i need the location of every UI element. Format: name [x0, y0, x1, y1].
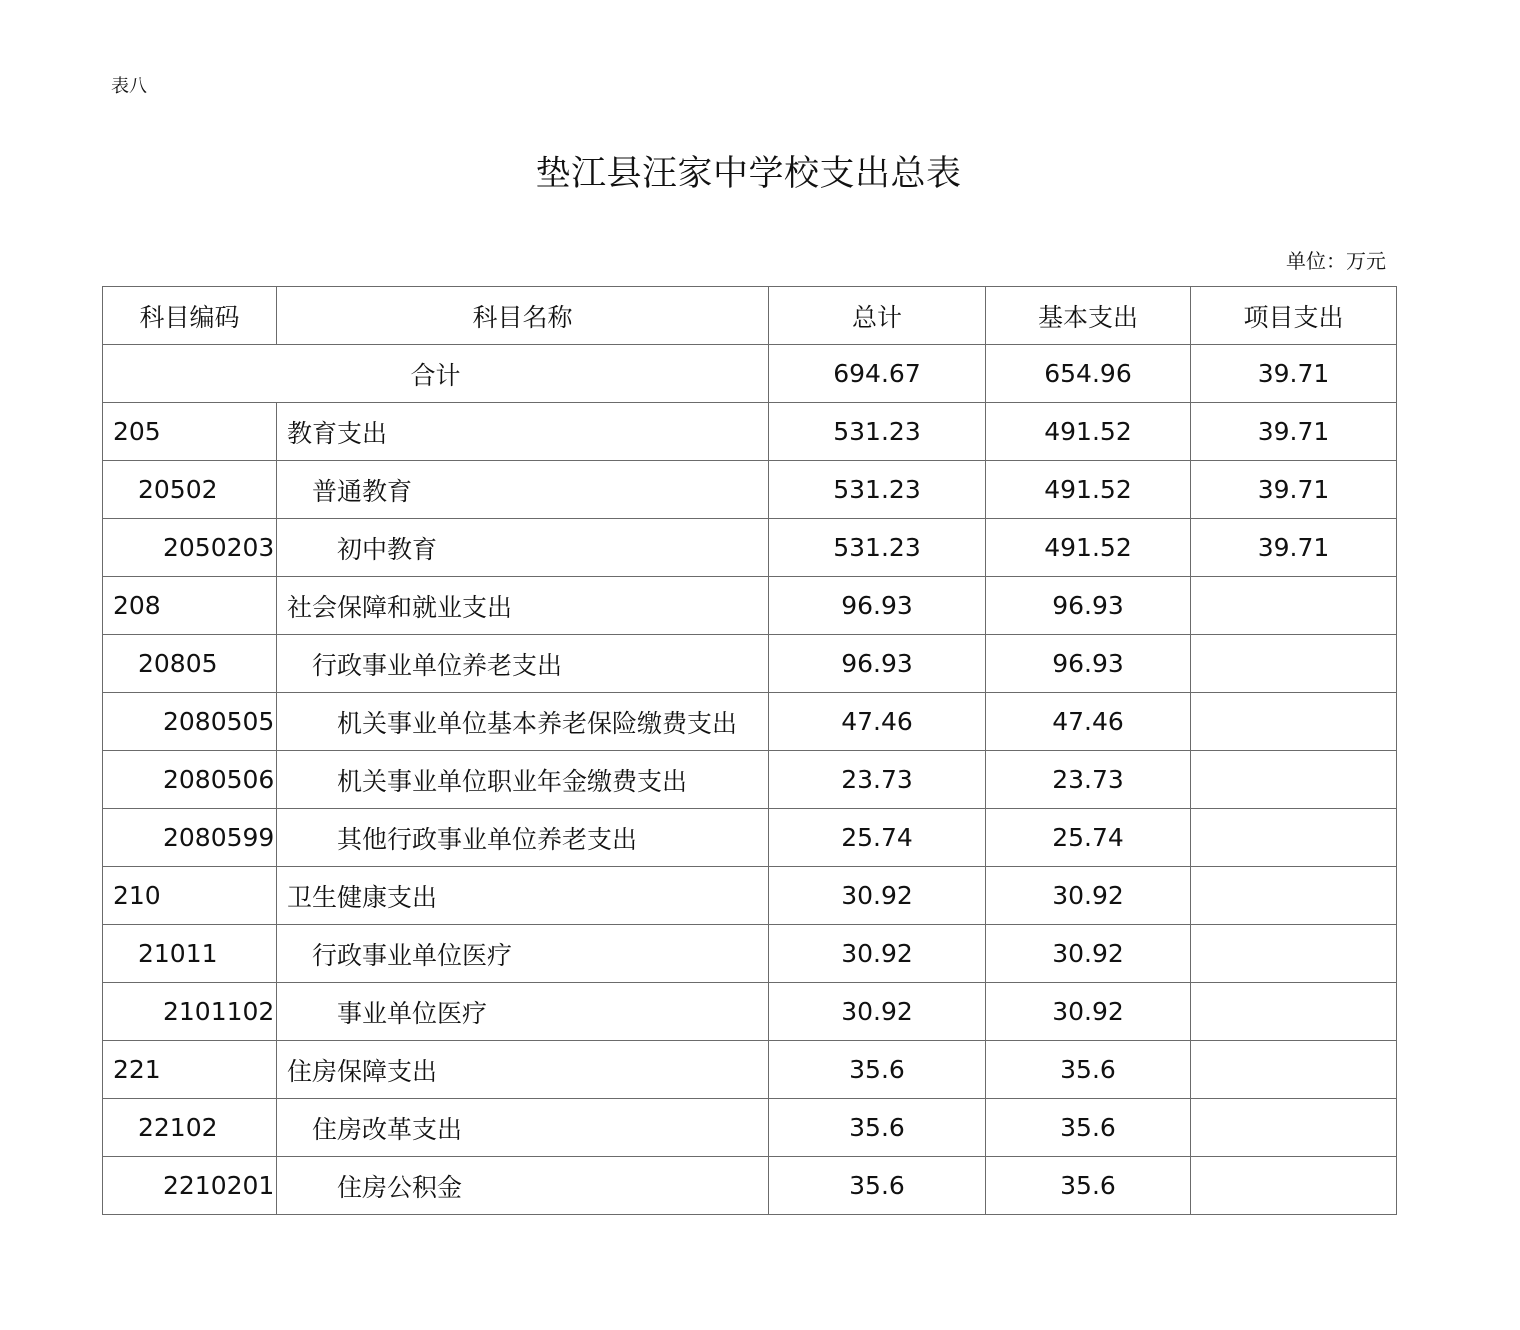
table-row — [103, 1157, 1397, 1215]
cell-project: 39.71 — [1191, 403, 1397, 461]
table-row — [103, 809, 1397, 867]
cell-total: 30.92 — [769, 983, 986, 1041]
cell-project — [1191, 577, 1397, 635]
table-row — [103, 867, 1397, 925]
cell-name: 普通教育 — [277, 461, 769, 519]
cell-total: 25.74 — [769, 809, 986, 867]
cell-code: 21011 — [103, 925, 277, 983]
cell-code: 2080506 — [103, 751, 277, 809]
cell-total: 30.92 — [769, 925, 986, 983]
table-row — [103, 461, 1397, 519]
header-project: 项目支出 — [1191, 287, 1397, 345]
cell-code: 2101102 — [103, 983, 277, 1041]
table-row — [103, 983, 1397, 1041]
cell-project — [1191, 983, 1397, 1041]
table-row — [103, 1099, 1397, 1157]
cell-name: 其他行政事业单位养老支出 — [277, 809, 769, 867]
header-name: 科目名称 — [277, 287, 769, 345]
cell-code: 2050203 — [103, 519, 277, 577]
cell-total: 531.23 — [769, 461, 986, 519]
cell-basic: 491.52 — [986, 519, 1191, 577]
cell-basic: 491.52 — [986, 461, 1191, 519]
table-row — [103, 403, 1397, 461]
cell-name: 住房公积金 — [277, 1157, 769, 1215]
cell-basic: 35.6 — [986, 1157, 1191, 1215]
cell-basic: 25.74 — [986, 809, 1191, 867]
cell-code: 208 — [103, 577, 277, 635]
table-row — [103, 751, 1397, 809]
cell-project — [1191, 635, 1397, 693]
table-row — [103, 519, 1397, 577]
cell-total: 47.46 — [769, 693, 986, 751]
cell-name: 行政事业单位养老支出 — [277, 635, 769, 693]
total-cell-basic: 654.96 — [986, 345, 1191, 403]
cell-basic: 35.6 — [986, 1099, 1191, 1157]
table-row — [103, 1041, 1397, 1099]
cell-basic: 491.52 — [986, 403, 1191, 461]
cell-code: 20805 — [103, 635, 277, 693]
table-header-row — [103, 287, 1397, 345]
cell-total: 30.92 — [769, 867, 986, 925]
cell-code: 221 — [103, 1041, 277, 1099]
unit-label: 单位：万元 — [1286, 249, 1386, 273]
cell-project — [1191, 809, 1397, 867]
cell-code: 2210201 — [103, 1157, 277, 1215]
table-row — [103, 693, 1397, 751]
table-row — [103, 925, 1397, 983]
cell-code: 20502 — [103, 461, 277, 519]
header-basic: 基本支出 — [986, 287, 1191, 345]
table-row — [103, 635, 1397, 693]
cell-name: 事业单位医疗 — [277, 983, 769, 1041]
page-title: 垫江县汪家中学校支出总表 — [535, 154, 962, 194]
cell-name: 教育支出 — [277, 403, 769, 461]
total-cell-project: 39.71 — [1191, 345, 1397, 403]
cell-project — [1191, 1157, 1397, 1215]
cell-total: 531.23 — [769, 519, 986, 577]
cell-total: 35.6 — [769, 1041, 986, 1099]
header-total: 总计 — [769, 287, 986, 345]
cell-code: 2080599 — [103, 809, 277, 867]
cell-basic: 35.6 — [986, 1041, 1191, 1099]
cell-basic: 30.92 — [986, 867, 1191, 925]
header-code: 科目编码 — [103, 287, 277, 345]
cell-code: 210 — [103, 867, 277, 925]
total-row — [103, 345, 1397, 403]
cell-name: 住房保障支出 — [277, 1041, 769, 1099]
cell-total: 96.93 — [769, 577, 986, 635]
cell-code: 22102 — [103, 1099, 277, 1157]
cell-project — [1191, 867, 1397, 925]
cell-basic: 47.46 — [986, 693, 1191, 751]
cell-basic: 96.93 — [986, 577, 1191, 635]
cell-basic: 30.92 — [986, 925, 1191, 983]
total-cell-total: 694.67 — [769, 345, 986, 403]
table-body — [103, 345, 1397, 1215]
cell-name: 住房改革支出 — [277, 1099, 769, 1157]
cell-name: 行政事业单位医疗 — [277, 925, 769, 983]
total-label: 合计 — [103, 345, 769, 403]
table-row — [103, 577, 1397, 635]
cell-total: 35.6 — [769, 1157, 986, 1215]
cell-project — [1191, 1041, 1397, 1099]
cell-total: 23.73 — [769, 751, 986, 809]
cell-project — [1191, 925, 1397, 983]
cell-name: 卫生健康支出 — [277, 867, 769, 925]
cell-code: 2080505 — [103, 693, 277, 751]
cell-total: 35.6 — [769, 1099, 986, 1157]
cell-basic: 30.92 — [986, 983, 1191, 1041]
cell-name: 机关事业单位基本养老保险缴费支出 — [277, 693, 769, 751]
cell-total: 96.93 — [769, 635, 986, 693]
cell-project — [1191, 751, 1397, 809]
cell-project — [1191, 693, 1397, 751]
table-number-label: 表八 — [111, 76, 147, 97]
expenditure-table — [102, 286, 1397, 1215]
cell-total: 531.23 — [769, 403, 986, 461]
cell-basic: 23.73 — [986, 751, 1191, 809]
cell-name: 社会保障和就业支出 — [277, 577, 769, 635]
cell-project — [1191, 1099, 1397, 1157]
cell-basic: 96.93 — [986, 635, 1191, 693]
cell-project: 39.71 — [1191, 519, 1397, 577]
cell-name: 机关事业单位职业年金缴费支出 — [277, 751, 769, 809]
cell-name: 初中教育 — [277, 519, 769, 577]
cell-project: 39.71 — [1191, 461, 1397, 519]
cell-code: 205 — [103, 403, 277, 461]
